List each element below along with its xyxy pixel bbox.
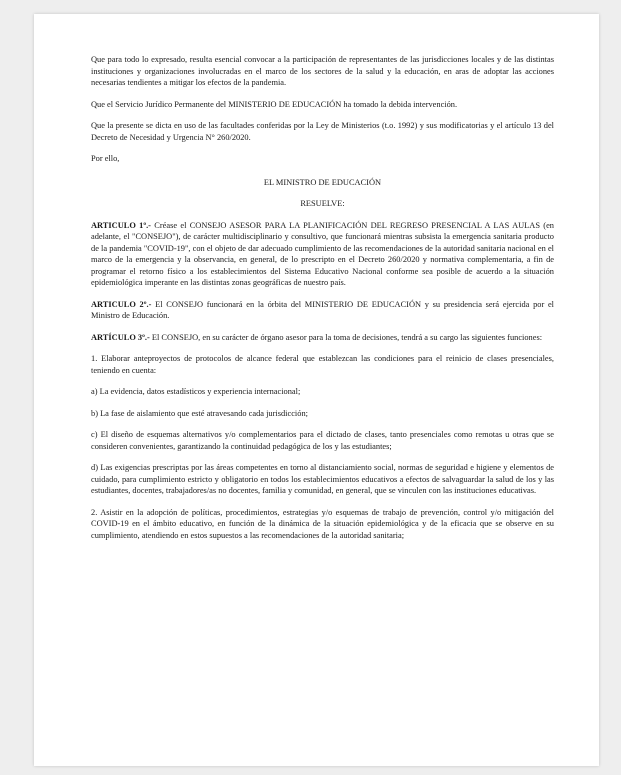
document-page: [34, 14, 599, 766]
function-1b: b) La fase de aislamiento que esté atravesando cada jurisdicción;: [91, 408, 308, 418]
function-1d: d) Las exigencias prescriptas por las áreas competentes en torno al distanciamiento social, normas de seguridad e higiene y elementos de cuidado, para cumplimiento estricto y obligatorio en todos los establecimientos educativos a efectos de salvaguardar la salud de los y las estudiantes, docentes, trabajadores/as no docentes, familia y comunidad, en general, que se vinculen con las instituciones educativas.: [91, 463, 554, 495]
article-3-text: El CONSEJO, en su carácter de órgano asesor para la toma de decisiones, tendrá a su cargo las siguientes funciones:: [149, 332, 543, 342]
article-2: [91, 299, 554, 322]
function-1: 1. Elaborar anteproyectos de protocolos de alcance federal que establezcan las condiciones para el reinicio de clases presenciales, teniendo en cuenta:: [91, 354, 554, 375]
article-1: [91, 220, 554, 289]
article-1-text: Créase el CONSEJO ASESOR PARA LA PLANIFICACIÓN DEL REGRESO PRESENCIAL A LAS AULAS (en adelante, el "CONSEJO"), de carácter multidisciplinario y consultivo, que funcionará mientras subsista la emergencia sanitaria producto de la pandemia "COVID-19", con el objeto de dar adecuado cumplimiento de las recomendaciones de la autoridad sanitaria nacional en el marco de la emergencia y la observancia, en general, de lo prescripto en el Decreto 260/2020 y normativa complementaria, a fin de programar el retorno físico a los establecimientos del Sistema Educativo Nacional conforme sea posible de acuerdo a la situación epidemiológica imperante en las distintas zonas geográficas de nuestro país.: [91, 220, 554, 287]
article-2-text: El CONSEJO funcionará en la órbita del MINISTERIO DE EDUCACIÓN y su presidencia será ejercida por el Ministro de Educación.: [91, 299, 554, 320]
article-3: [91, 332, 554, 344]
paragraph-por-ello: Por ello,: [91, 154, 120, 163]
paragraph-faculties: Que la presente se dicta en uso de las facultades conferidas por la Ley de Ministerios (t.o. 1992) y sus modificatorias y el artículo 13 del Decreto de Necesidad y Urgencia N° 260/2020.: [91, 121, 554, 142]
function-1c: c) El diseño de esquemas alternativos y/o complementarios para el dictado de clases, tanto presenciales como remotas u otras que se consideren convenientes, garantizando la continuidad pedagógica de los y las estudiantes;: [91, 430, 554, 451]
heading-minister: EL MINISTRO DE EDUCACIÓN: [263, 177, 382, 187]
function-1a: a) La evidencia, datos estadísticos y experiencia internacional;: [91, 387, 301, 396]
paragraph-participation: Que para todo lo expresado, resulta esencial convocar a la participación de representantes de las jurisdicciones locales y de las distintas instituciones y organizaciones involucradas en el marco de los sectores de la salud y la educación, en aras de adoptar las acciones necesarias tendientes a mitigar los efectos de la pandemia.: [91, 55, 554, 87]
article-2-title: ARTICULO 2º.-: [91, 299, 152, 309]
heading-resolve: RESUELVE:: [300, 199, 345, 208]
article-1-title: ARTICULO 1º.-: [91, 220, 151, 230]
paragraph-legal-service: Que el Servicio Jurídico Permanente del MINISTERIO DE EDUCACIÓN ha tomado la debida intervención.: [91, 99, 458, 109]
article-3-title: ARTÍCULO 3º.-: [91, 332, 150, 342]
function-2: 2. Asistir en la adopción de políticas, procedimientos, estrategias y/o esquemas de trabajo de prevención, control y/o mitigación del COVID-19 en el ámbito educativo, en función de la dinámica de la situación epidemiológica y de la eficacia que se observe en su cumplimiento, atendiendo en estos supuestos a las recomendaciones de la autoridad sanitaria;: [91, 507, 554, 540]
